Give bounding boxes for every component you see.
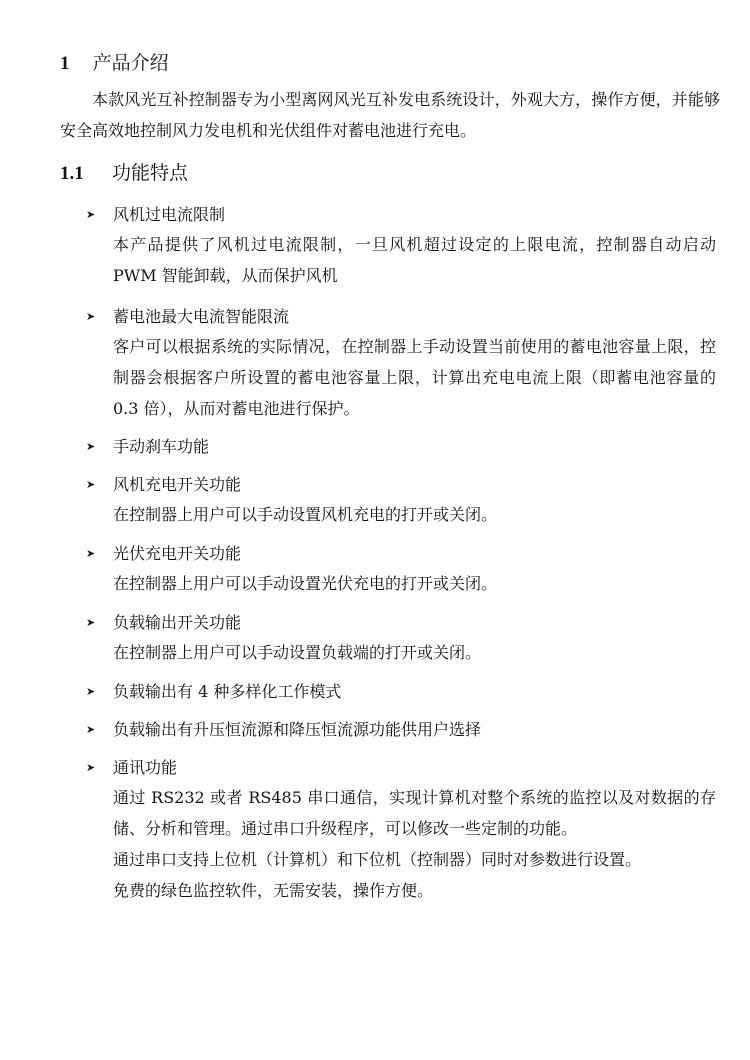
feature-title: 蓄电池最大电流智能限流	[113, 307, 290, 326]
feature-item	[86, 303, 716, 424]
arrowhead-bullet-icon: ➤	[86, 723, 96, 736]
feature-description: 通过串口支持上位机（计算机）和下位机（控制器）同时对参数进行设置。	[113, 850, 642, 869]
feature-title: 手动刹车功能	[113, 437, 210, 456]
feature-description: 客户可以根据系统的实际情况，在控制器上手动设置当前使用的蓄电池容量上限，控制器会根据客户所设置的蓄电池容量上限，计算出充电电流上限（即蓄电池容量的 0.3 倍），从而对蓄电池进行保护。	[113, 337, 716, 418]
arrowhead-bullet-icon: ➤	[86, 761, 96, 774]
section-number: 1	[60, 53, 70, 74]
feature-description: 在控制器上用户可以手动设置风机充电的打开或关闭。	[113, 505, 498, 524]
subsection-number: 1.1	[60, 163, 84, 184]
section-heading	[60, 50, 169, 77]
feature-item	[86, 678, 716, 706]
feature-title: 光伏充电开关功能	[113, 544, 242, 563]
feature-item	[86, 716, 716, 744]
arrowhead-bullet-icon: ➤	[86, 616, 96, 629]
arrowhead-bullet-icon: ➤	[86, 208, 96, 221]
arrowhead-bullet-icon: ➤	[86, 478, 96, 491]
feature-title: 通讯功能	[113, 758, 178, 777]
feature-title: 风机过电流限制	[113, 205, 226, 224]
feature-item	[86, 609, 716, 668]
subsection-title: 功能特点	[112, 162, 189, 184]
feature-description: 通过 RS232 或者 RS485 串口通信，实现计算机对整个系统的监控以及对数据的存储、分析和管理。通过串口升级程序，可以修改一些定制的功能。	[113, 788, 716, 838]
feature-description: 本产品提供了风机过电流限制，一旦风机超过设定的上限电流，控制器自动启动 PWM 智能卸载，从而保护风机	[113, 235, 716, 285]
feature-description: 免费的绿色监控软件，无需安装，操作方便。	[113, 881, 434, 900]
feature-item	[86, 201, 716, 291]
feature-description: 在控制器上用户可以手动设置光伏充电的打开或关闭。	[113, 574, 498, 593]
arrowhead-bullet-icon: ➤	[86, 440, 96, 453]
feature-item	[86, 471, 716, 530]
arrowhead-bullet-icon: ➤	[86, 310, 96, 323]
arrowhead-bullet-icon: ➤	[86, 547, 96, 560]
section-intro-paragraph: 本款风光互补控制器专为小型离网风光互补发电系统设计，外观大方，操作方便，并能够安全高效地控制风力发电机和光伏组件对蓄电池进行充电。	[60, 90, 720, 140]
feature-title: 风机充电开关功能	[113, 475, 242, 494]
feature-item	[86, 433, 716, 461]
feature-item	[86, 754, 716, 906]
feature-title: 负载输出开关功能	[113, 613, 242, 632]
feature-title: 负载输出有 4 种多样化工作模式	[113, 682, 342, 701]
section-title: 产品介绍	[92, 52, 169, 74]
arrowhead-bullet-icon: ➤	[86, 685, 96, 698]
subsection-heading	[60, 160, 188, 187]
feature-description: 在控制器上用户可以手动设置负载端的打开或关闭。	[113, 643, 482, 662]
feature-title: 负载输出有升压恒流源和降压恒流源功能供用户选择	[113, 720, 482, 739]
feature-item	[86, 540, 716, 599]
